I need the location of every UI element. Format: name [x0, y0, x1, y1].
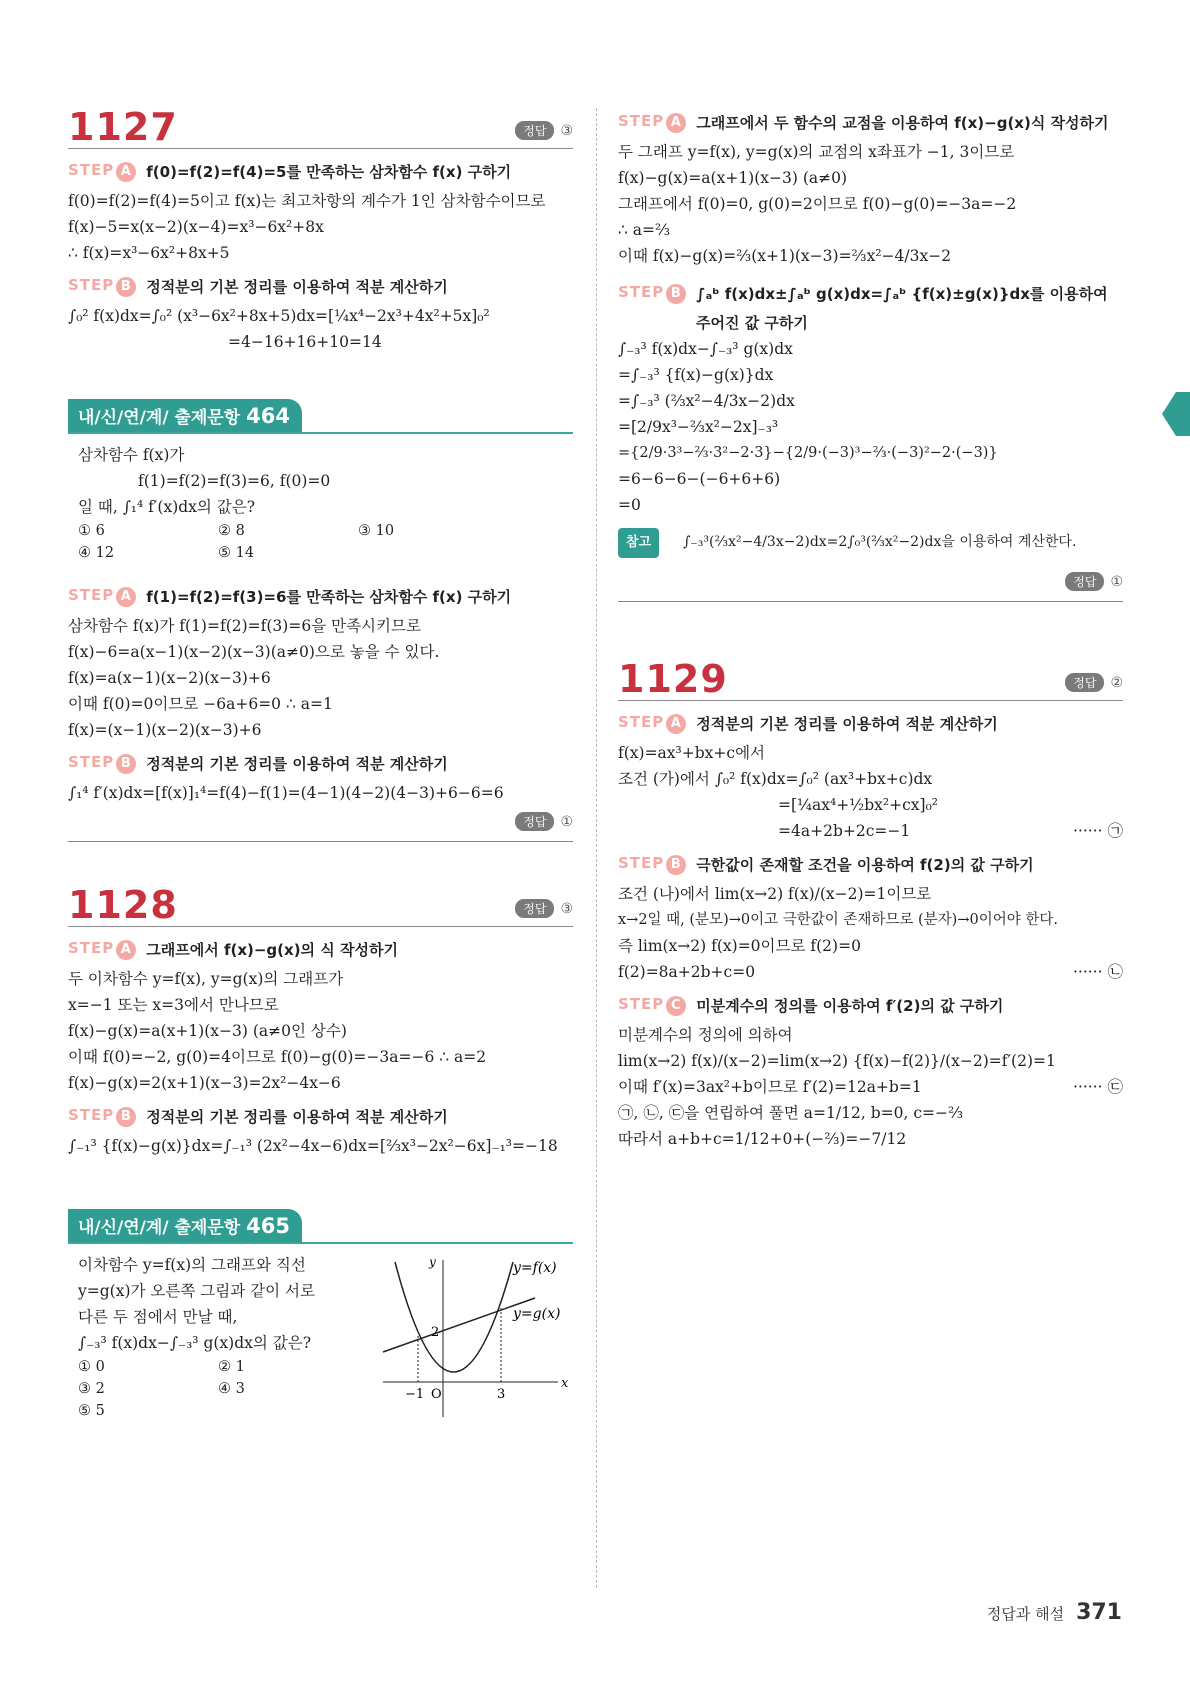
step-badge: A	[116, 587, 136, 607]
choice: ③ 2	[78, 1381, 105, 1397]
answer-label: 정답	[515, 121, 554, 140]
solution-line: 즉 lim(x→2) f(x)=0이므로 f(2)=0	[618, 937, 861, 955]
solution-line: f(x)=a(x−1)(x−2)(x−3)+6	[68, 669, 271, 687]
solution-line	[618, 1074, 1123, 1100]
equation-mark: ······ ㉠	[1073, 822, 1123, 840]
solution-line: =[¼ax⁴+½bx²+cx]₀²	[778, 796, 939, 814]
solution-line: f(0)=f(2)=f(4)=5이고 f(x)는 최고차항의 계수가 1인 삼차함수이므로	[68, 192, 546, 210]
choice: ③ 10	[358, 523, 395, 539]
step-badge: A	[116, 162, 136, 182]
question-line: ∫₋₃³ f(x)dx−∫₋₃³ g(x)dx의 값은?	[78, 1334, 312, 1352]
solution-line: 삼차함수 f(x)가 f(1)=f(2)=f(3)=6을 만족시키므로	[68, 617, 421, 635]
label-two: 2	[431, 1325, 440, 1340]
answer-badge	[1065, 673, 1123, 692]
answer-badge	[618, 572, 1123, 591]
solution-line: ∫₁⁴ f′(x)dx=[f(x)]₁⁴=f(4)−f(1)=(4−1)(4−2)(4−3)+6−6=6	[68, 784, 504, 802]
right-column	[618, 108, 1123, 1152]
step-word: STEP	[68, 161, 115, 179]
step-b-header	[68, 1106, 573, 1127]
solution-line: 이때 f(x)−g(x)=⅔(x+1)(x−3)=⅔x²−4/3x−2	[618, 247, 952, 265]
step-word: STEP	[618, 283, 665, 301]
choice: ② 1	[218, 1359, 245, 1375]
problem-number: 1129	[618, 657, 728, 701]
answer-label: 정답	[515, 899, 554, 918]
reference-465-header	[68, 1209, 573, 1244]
problem-1127-header	[68, 105, 573, 149]
answer-label: 정답	[515, 812, 554, 831]
step-title: 극한값이 존재할 조건을 이용하여 f(2)의 값 구하기	[696, 856, 1034, 874]
solution-line: =4−16+16+10=14	[228, 333, 382, 351]
step-title: 그래프에서 두 함수의 교점을 이용하여 f(x)−g(x)식 작성하기	[696, 114, 1109, 132]
page-number: 371	[1076, 1600, 1122, 1625]
step-badge: B	[666, 855, 686, 875]
reference-465-body	[68, 1252, 573, 1422]
solution-line: f(x)−5=x(x−2)(x−4)=x³−6x²+8x	[68, 218, 324, 236]
reference-tag	[68, 399, 302, 432]
graph-figure	[373, 1252, 573, 1422]
step-title: 정적분의 기본 정리를 이용하여 적분 계산하기	[146, 1108, 448, 1126]
choice: ④ 12	[78, 545, 115, 561]
parabola-f	[395, 1262, 513, 1372]
solution-line: 두 그래프 y=f(x), y=g(x)의 교점의 x좌표가 −1, 3이므로	[618, 143, 1015, 161]
answer-badge	[68, 812, 573, 831]
label-y: y	[429, 1255, 436, 1269]
reference-tag-text: 내/신/연/계/ 출제문항	[78, 408, 241, 428]
page-footer	[987, 1600, 1122, 1625]
solution-line: =∫₋₃³ (⅔x²−4/3x−2)dx	[618, 392, 795, 410]
step-a-header	[618, 112, 1123, 133]
label-minus-one: −1	[405, 1387, 425, 1402]
solution-line: f(x)=ax³+bx+c에서	[618, 744, 766, 762]
solution-line: 두 이차함수 y=f(x), y=g(x)의 그래프가	[68, 970, 344, 988]
question-line: y=g(x)가 오른쪽 그림과 같이 서로	[78, 1282, 315, 1300]
step-c-header	[618, 995, 1123, 1016]
step-b-header	[618, 283, 1123, 304]
solution-text: f(2)=8a+2b+c=0	[618, 963, 756, 981]
note-line	[618, 528, 1123, 558]
question-line: 삼차함수 f(x)가	[78, 446, 185, 464]
step-word: STEP	[68, 1106, 115, 1124]
question-line: 다른 두 점에서 만날 때,	[78, 1308, 238, 1326]
step-title-continued: 주어진 값 구하기	[696, 314, 808, 332]
answer-badge	[515, 899, 573, 918]
column-divider	[596, 108, 597, 1588]
problem-number: 1128	[68, 883, 178, 927]
solution-text: 이때 f′(x)=3ax²+b이므로 f′(2)=12a+b=1	[618, 1078, 922, 1096]
label-three: 3	[497, 1387, 506, 1402]
step-a-header	[618, 713, 1123, 734]
step-b-header	[68, 753, 573, 774]
answer-badge	[515, 121, 573, 140]
reference-464-body	[68, 442, 573, 520]
solution-line: f(x)−6=a(x−1)(x−2)(x−3)(a≠0)으로 놓을 수 있다.	[68, 643, 440, 661]
step-word: STEP	[68, 939, 115, 957]
choice: ② 8	[218, 523, 245, 539]
side-tab-arrow	[1162, 392, 1176, 436]
solution-line: f(x)−g(x)=a(x+1)(x−3) (a≠0)	[618, 169, 848, 187]
solution-line	[618, 818, 1123, 844]
answer-value: ②	[1110, 674, 1123, 691]
solution-line: ∴ a=⅔	[618, 221, 671, 239]
solution-line: ㉠, ㉡, ㉢을 연립하여 풀면 a=1/12, b=0, c=−⅔	[618, 1104, 963, 1122]
choices	[68, 1356, 348, 1422]
reference-number: 464	[246, 404, 290, 428]
step-word: STEP	[618, 713, 665, 731]
step-badge: A	[666, 113, 686, 133]
step-a-header	[68, 939, 573, 960]
solution-line: x→2일 때, (분모)→0이고 극한값이 존재하므로 (분자)→0이어야 한다.	[618, 912, 1058, 928]
choice: ① 6	[78, 523, 105, 539]
problem-number: 1127	[68, 105, 178, 149]
left-column	[68, 105, 573, 1422]
answer-value: ①	[1110, 573, 1123, 590]
answer-value: ③	[560, 900, 573, 917]
step-badge: B	[116, 754, 136, 774]
step-title: 미분계수의 정의를 이용하여 f′(2)의 값 구하기	[696, 997, 1004, 1015]
step-badge: A	[666, 714, 686, 734]
solution-line: 이때 f(0)=−2, g(0)=4이므로 f(0)−g(0)=−3a=−6 ∴ a=2	[68, 1048, 487, 1066]
step-word: STEP	[618, 995, 665, 1013]
reference-number: 465	[246, 1214, 290, 1238]
label-origin: O	[431, 1387, 442, 1402]
step-word: STEP	[68, 276, 115, 294]
solution-line: 조건 (나)에서 lim(x→2) f(x)/(x−2)=1이므로	[618, 885, 932, 903]
solution-line: 이때 f(0)=0이므로 −6a+6=0 ∴ a=1	[68, 695, 333, 713]
solution-line	[618, 959, 1123, 985]
solution-line: 그래프에서 f(0)=0, g(0)=2이므로 f(0)−g(0)=−3a=−2	[618, 195, 1017, 213]
label-g: y=g(x)	[513, 1306, 561, 1322]
step-title: 그래프에서 f(x)−g(x)의 식 작성하기	[146, 941, 398, 959]
side-tab	[1176, 392, 1190, 436]
solution-line: =6−6−6−(−6+6+6)	[618, 470, 781, 488]
note-text: ∫₋₃³(⅔x²−4/3x−2)dx=2∫₀³(⅔x²−2)dx을 이용하여 계산한다.	[683, 534, 1077, 550]
solution-line: lim(x→2) f(x)/(x−2)=lim(x→2) {f(x)−f(2)}/(x−2)=f′(2)=1	[618, 1052, 1056, 1070]
step-word: STEP	[618, 854, 665, 872]
problem-1129-header	[618, 657, 1123, 701]
answer-label: 정답	[1065, 572, 1104, 591]
equation-mark: ······ ㉡	[1073, 963, 1123, 981]
solution-text: =4a+2b+2c=−1	[778, 822, 911, 840]
label-x: x	[561, 1376, 569, 1391]
solution-line: 미분계수의 정의에 의하여	[618, 1026, 793, 1044]
section-rule	[68, 841, 573, 842]
choice: ① 0	[78, 1359, 105, 1375]
solution-line: ∫₀² f(x)dx=∫₀² (x³−6x²+8x+5)dx=[¼x⁴−2x³+4x²+5x]₀²	[68, 307, 490, 325]
problem-1128-header	[68, 883, 573, 927]
question-line: f(1)=f(2)=f(3)=6, f(0)=0	[138, 472, 331, 490]
question-line: 일 때, ∫₁⁴ f′(x)dx의 값은?	[78, 498, 256, 516]
step-badge: C	[666, 996, 686, 1016]
step-title: f(0)=f(2)=f(4)=5를 만족하는 삼차함수 f(x) 구하기	[146, 163, 512, 181]
solution-line: ∫₋₁³ {f(x)−g(x)}dx=∫₋₁³ (2x²−4x−6)dx=[⅔x³−2x²−6x]₋₁³=−18	[68, 1137, 558, 1155]
step-badge: B	[116, 277, 136, 297]
answer-label: 정답	[1065, 673, 1104, 692]
reference-tag	[68, 1209, 302, 1242]
step-word: STEP	[68, 586, 115, 604]
step-a-header	[68, 161, 573, 182]
section-rule	[618, 601, 1123, 602]
footer-text: 정답과 해설	[986, 1605, 1065, 1623]
choice: ④ 3	[218, 1381, 245, 1397]
question-line: 이차함수 y=f(x)의 그래프와 직선	[78, 1256, 306, 1274]
step-badge: A	[116, 940, 136, 960]
step-word: STEP	[618, 112, 665, 130]
step-a-header	[68, 586, 573, 607]
step-badge: B	[116, 1107, 136, 1127]
choice: ⑤ 5	[78, 1403, 105, 1419]
answer-value: ①	[560, 813, 573, 830]
step-word: STEP	[68, 753, 115, 771]
solution-line: =[2/9x³−⅔x²−2x]₋₃³	[618, 418, 779, 436]
solution-line: =∫₋₃³ {f(x)−g(x)}dx	[618, 366, 774, 384]
answer-value: ③	[560, 122, 573, 139]
solution-line: ∴ f(x)=x³−6x²+8x+5	[68, 244, 230, 262]
solution-line: 따라서 a+b+c=1/12+0+(−⅔)=−7/12	[618, 1130, 907, 1148]
choice: ⑤ 14	[218, 545, 255, 561]
reference-464-header	[68, 399, 573, 434]
solution-line: =0	[618, 496, 641, 514]
solution-line: f(x)−g(x)=a(x+1)(x−3) (a≠0인 상수)	[68, 1022, 347, 1040]
solution-line: f(x)−g(x)=2(x+1)(x−3)=2x²−4x−6	[68, 1074, 341, 1092]
step-b-header	[618, 854, 1123, 875]
step-title: 정적분의 기본 정리를 이용하여 적분 계산하기	[146, 755, 448, 773]
step-badge: B	[666, 284, 686, 304]
note-label: 참고	[618, 528, 659, 558]
step-title: f(1)=f(2)=f(3)=6를 만족하는 삼차함수 f(x) 구하기	[146, 588, 512, 606]
reference-tag-text: 내/신/연/계/ 출제문항	[78, 1218, 241, 1238]
solution-line: f(x)=(x−1)(x−2)(x−3)+6	[68, 721, 262, 739]
choices	[68, 520, 573, 564]
label-f: y=f(x)	[513, 1260, 557, 1276]
solution-line: ={2/9·3³−⅔·3²−2·3}−{2/9·(−3)³−⅔·(−3)²−2·(−3)}	[618, 445, 998, 461]
solution-line: 조건 (가)에서 ∫₀² f(x)dx=∫₀² (ax³+bx+c)dx	[618, 770, 933, 788]
equation-mark: ······ ㉢	[1073, 1078, 1123, 1096]
solution-line: x=−1 또는 x=3에서 만나므로	[68, 996, 279, 1014]
step-b-header	[68, 276, 573, 297]
step-title: ∫ₐᵇ f(x)dx±∫ₐᵇ g(x)dx=∫ₐᵇ {f(x)±g(x)}dx를 이용하여	[696, 285, 1108, 303]
solution-line: ∫₋₃³ f(x)dx−∫₋₃³ g(x)dx	[618, 340, 793, 358]
step-title: 정적분의 기본 정리를 이용하여 적분 계산하기	[146, 278, 448, 296]
step-title: 정적분의 기본 정리를 이용하여 적분 계산하기	[696, 715, 998, 733]
